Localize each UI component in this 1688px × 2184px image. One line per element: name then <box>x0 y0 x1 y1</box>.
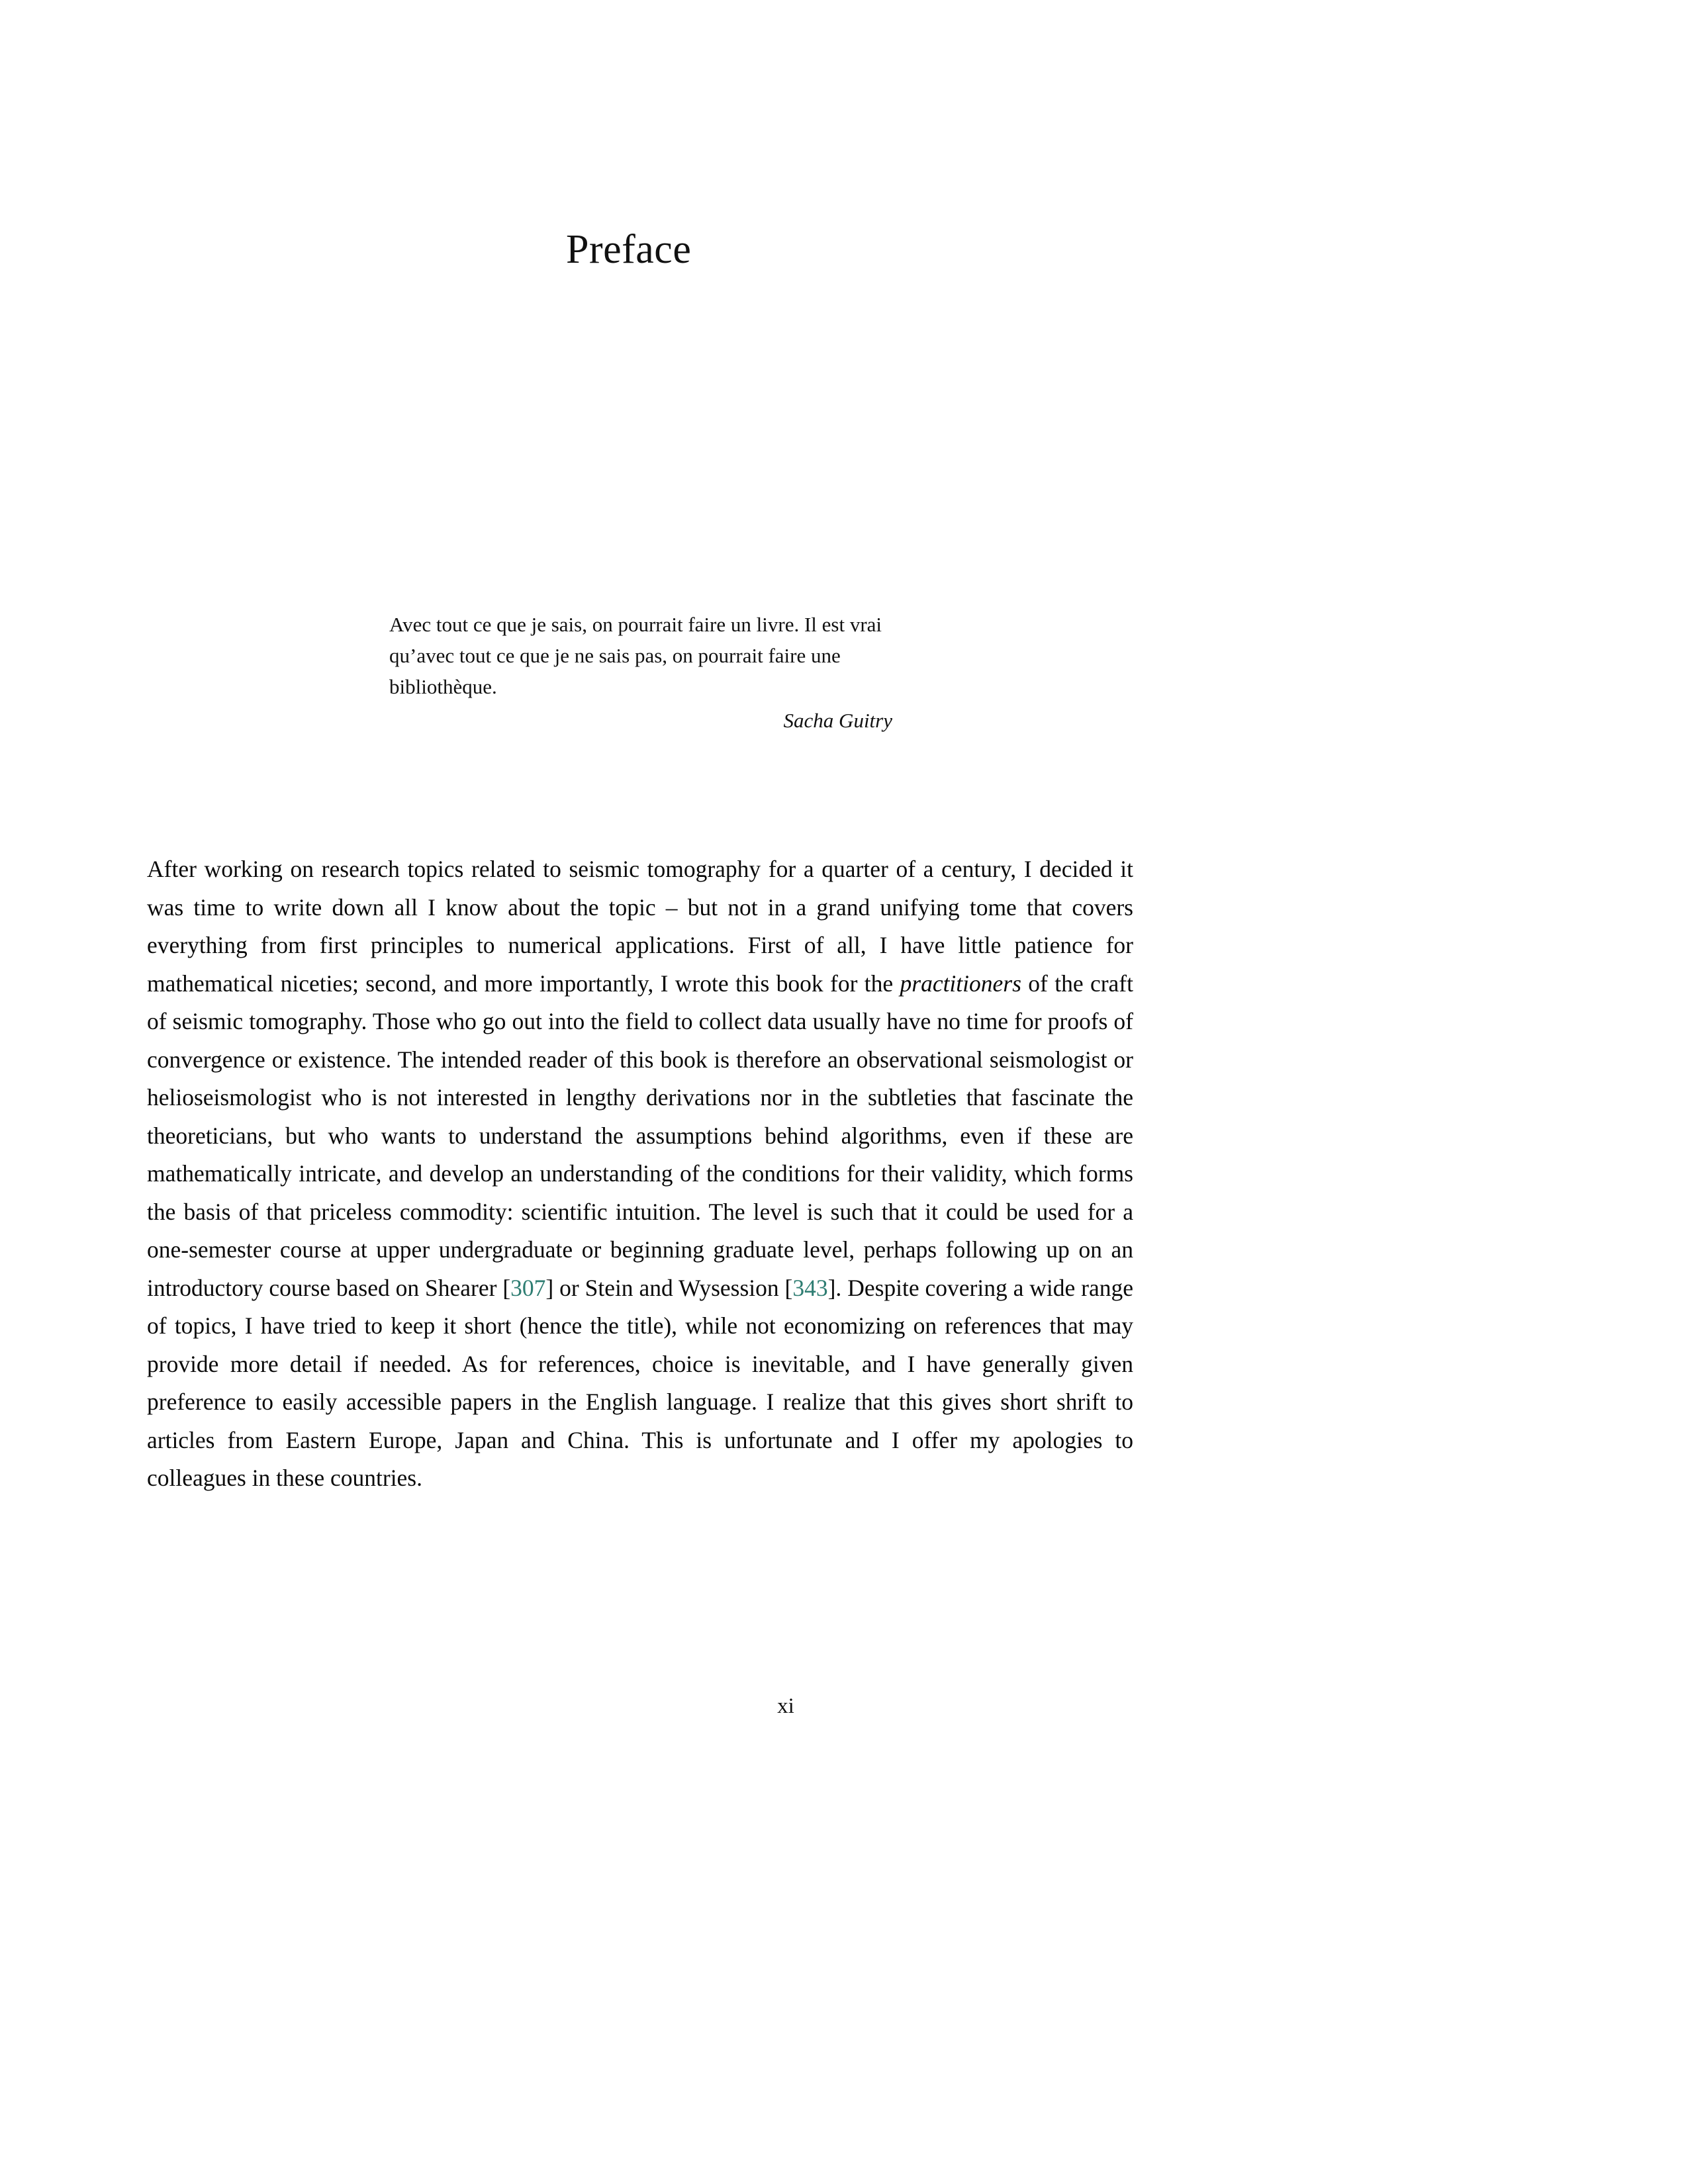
paragraph-part-4: ]. Despite covering a wide range of topics, I have tried to keep it short (hence the title), while not economizing on references that may provide more detail if needed. As for references, choice is inevitable, and I have generally given preference to easily accessible papers in the English language. I realize that this gives short shrift to articles from Eastern Europe, Japan and China. This is unfortunate and I offer my apologies to colleagues in these countries. <box>147 1274 1133 1491</box>
preface-paragraph <box>147 850 1133 1498</box>
epigraph-attribution: Sacha Guitry <box>783 709 892 733</box>
citation-link-307[interactable]: 307 <box>510 1274 546 1301</box>
page-footer <box>0 1694 1688 1719</box>
paragraph-part-1: After working on research topics related to seismic tomography for a quarter of a century, I decided it was time to write down all I know about the topic – but not in a grand unifying tome that covers everything from first principles to numerical applications. First of all, I have little patience for mathematical niceties; second, and more importantly, I wrote this book for the <box>147 856 1133 997</box>
emphasized-word: practitioners <box>900 970 1021 997</box>
paragraph-part-3: ] or Stein and Wysession [ <box>545 1274 793 1301</box>
page-title: Preface <box>566 226 692 272</box>
page-number: xi <box>777 1694 794 1718</box>
citation-link-343[interactable]: 343 <box>792 1274 828 1301</box>
paragraph-part-2: of the craft of seismic tomography. Those who go out into the field to collect data usually have no time for proofs of convergence or existence. The intended reader of this book is therefore an observational seismologist or helioseismologist who is not interested in lengthy derivations nor in the subtleties that fascinate the theoreticians, but who wants to understand the assumptions behind algorithms, even if these are mathematically intricate, and develop an understanding of the conditions for their validity, which forms the basis of that priceless commodity: scientific intuition. The level is such that it could be used for a one-semester course at upper undergraduate or beginning graduate level, perhaps following up on an introductory course based on Shearer [ <box>147 970 1133 1301</box>
epigraph-block <box>389 609 892 736</box>
epigraph-quote: Avec tout ce que je sais, on pourrait faire un livre. Il est vrai qu’avec tout ce que je ne sais pas, on pourrait faire une bibliothèque. <box>389 613 882 699</box>
